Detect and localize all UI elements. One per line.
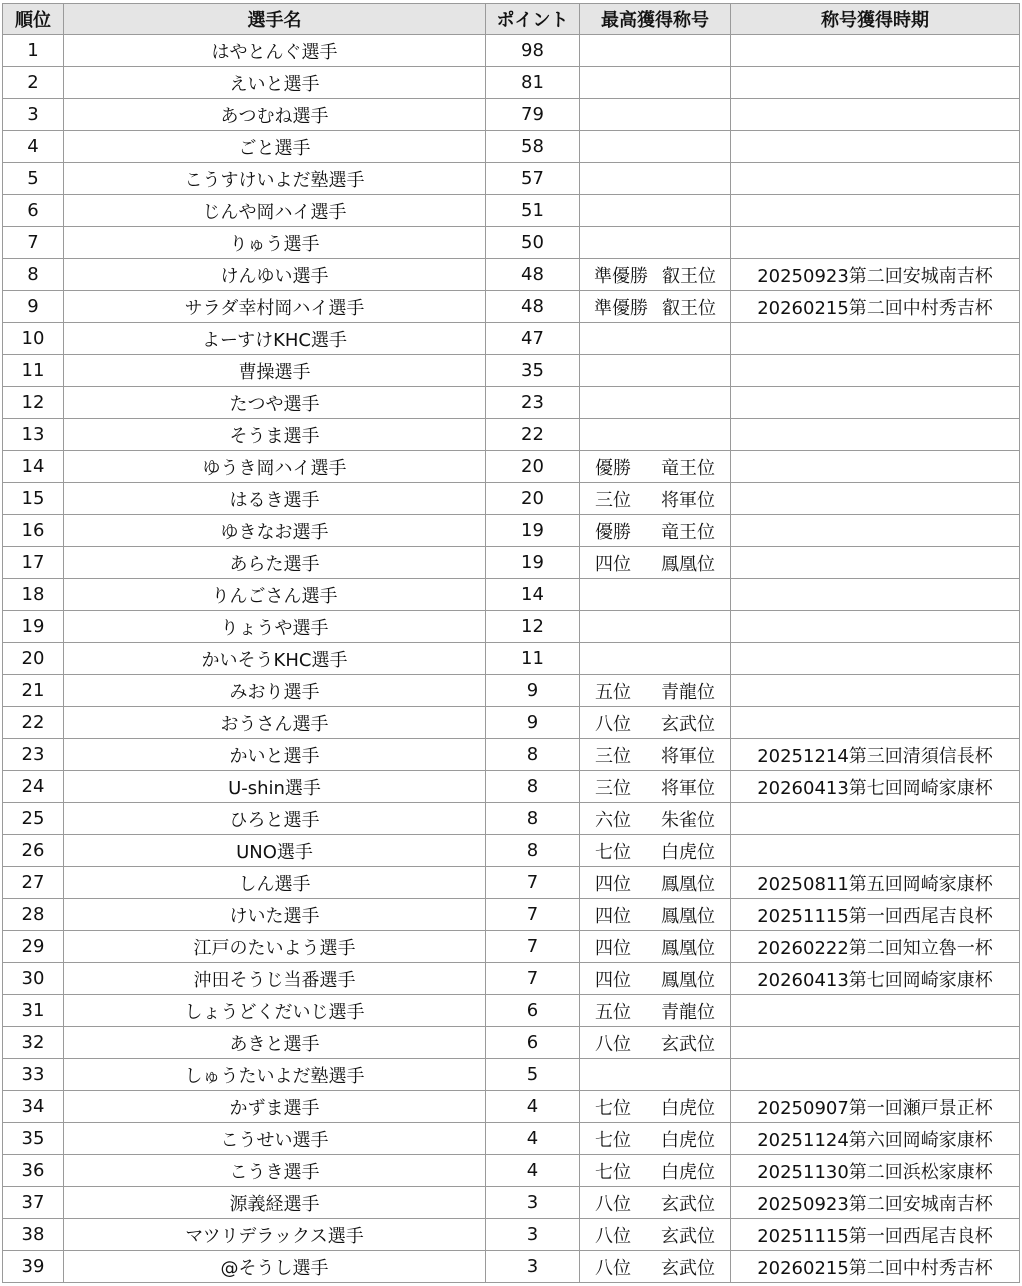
title-text: 鳳凰位 [661, 969, 715, 991]
placement-text: 四位 [595, 905, 631, 927]
date-cell: 20250811第五回岡崎家康杯 [731, 867, 1020, 899]
title-cell [580, 803, 731, 835]
name-cell: @そうし選手 [64, 1251, 486, 1283]
table-row [3, 835, 1020, 867]
title-cell [580, 291, 731, 323]
name-cell: かずま選手 [64, 1091, 486, 1123]
name-cell: 江戸のたいよう選手 [64, 931, 486, 963]
title-text: 青龍位 [661, 1001, 715, 1023]
name-cell: しょうどくだいじ選手 [64, 995, 486, 1027]
points-cell: 81 [486, 67, 580, 99]
table-row [3, 1059, 1020, 1091]
rank-cell: 29 [3, 931, 64, 963]
points-cell: 20 [486, 483, 580, 515]
title-cell [580, 579, 731, 611]
placement-text: 八位 [595, 1033, 631, 1055]
ranking-table [2, 3, 1020, 1283]
title-cell [580, 163, 731, 195]
placement-text: 六位 [595, 809, 631, 831]
rank-cell: 13 [3, 419, 64, 451]
placement-text: 四位 [595, 937, 631, 959]
name-cell: サラダ幸村岡ハイ選手 [64, 291, 486, 323]
rank-cell: 12 [3, 387, 64, 419]
title-cell [580, 995, 731, 1027]
rank-cell: 36 [3, 1155, 64, 1187]
title-cell [580, 195, 731, 227]
date-cell [731, 803, 1020, 835]
title-text: 玄武位 [661, 1225, 715, 1247]
name-cell: じんや岡ハイ選手 [64, 195, 486, 227]
placement-text: 準優勝 [594, 265, 648, 287]
name-cell: りゅう選手 [64, 227, 486, 259]
rank-cell: 38 [3, 1219, 64, 1251]
table-row [3, 35, 1020, 67]
table-row [3, 1027, 1020, 1059]
title-cell [580, 835, 731, 867]
table-row [3, 611, 1020, 643]
title-cell [580, 739, 731, 771]
title-cell [580, 1091, 731, 1123]
points-cell: 57 [486, 163, 580, 195]
title-cell [580, 867, 731, 899]
date-cell [731, 419, 1020, 451]
title-cell [580, 419, 731, 451]
rank-cell: 11 [3, 355, 64, 387]
table-row [3, 291, 1020, 323]
name-cell: おうさん選手 [64, 707, 486, 739]
date-cell [731, 835, 1020, 867]
rank-cell: 24 [3, 771, 64, 803]
table-body [3, 35, 1020, 1283]
table-row [3, 675, 1020, 707]
rank-cell: 4 [3, 131, 64, 163]
rank-cell: 28 [3, 899, 64, 931]
name-cell: はるき選手 [64, 483, 486, 515]
name-cell: しん選手 [64, 867, 486, 899]
name-cell: ゆうき岡ハイ選手 [64, 451, 486, 483]
date-cell [731, 1059, 1020, 1091]
table-row [3, 355, 1020, 387]
points-cell: 8 [486, 739, 580, 771]
name-cell: あきと選手 [64, 1027, 486, 1059]
date-cell: 20251130第二回浜松家康杯 [731, 1155, 1020, 1187]
name-cell: 沖田そうじ当番選手 [64, 963, 486, 995]
rank-cell: 33 [3, 1059, 64, 1091]
table-row [3, 547, 1020, 579]
points-cell: 7 [486, 867, 580, 899]
table-row [3, 259, 1020, 291]
points-cell: 11 [486, 643, 580, 675]
points-cell: 5 [486, 1059, 580, 1091]
name-cell: みおり選手 [64, 675, 486, 707]
rank-cell: 39 [3, 1251, 64, 1283]
title-text: 竜王位 [661, 521, 715, 543]
placement-text: 三位 [595, 777, 631, 799]
points-cell: 3 [486, 1187, 580, 1219]
table-row [3, 227, 1020, 259]
placement-text: 八位 [595, 713, 631, 735]
table-row [3, 995, 1020, 1027]
table-row [3, 163, 1020, 195]
title-cell [580, 931, 731, 963]
name-cell: あらた選手 [64, 547, 486, 579]
rank-cell: 30 [3, 963, 64, 995]
table-row [3, 483, 1020, 515]
points-cell: 47 [486, 323, 580, 355]
header-title-date: 称号獲得時期 [731, 4, 1020, 35]
name-cell: りょうや選手 [64, 611, 486, 643]
name-cell: たつや選手 [64, 387, 486, 419]
placement-text: 八位 [595, 1193, 631, 1215]
title-text: 白虎位 [661, 1161, 715, 1183]
date-cell [731, 547, 1020, 579]
date-cell: 20251115第一回西尾吉良杯 [731, 1219, 1020, 1251]
name-cell: U-shin選手 [64, 771, 486, 803]
title-cell [580, 1251, 731, 1283]
date-cell [731, 355, 1020, 387]
table-row [3, 771, 1020, 803]
points-cell: 14 [486, 579, 580, 611]
title-cell [580, 1027, 731, 1059]
title-cell [580, 1155, 731, 1187]
placement-text: 三位 [595, 745, 631, 767]
date-cell: 20260215第二回中村秀吉杯 [731, 1251, 1020, 1283]
table-row [3, 1187, 1020, 1219]
title-text: 鳳凰位 [661, 905, 715, 927]
date-cell [731, 99, 1020, 131]
date-cell [731, 995, 1020, 1027]
rank-cell: 10 [3, 323, 64, 355]
table-row [3, 643, 1020, 675]
rank-cell: 18 [3, 579, 64, 611]
placement-text: 五位 [595, 681, 631, 703]
rank-cell: 14 [3, 451, 64, 483]
title-cell [580, 99, 731, 131]
table-row [3, 899, 1020, 931]
title-cell [580, 1219, 731, 1251]
rank-cell: 22 [3, 707, 64, 739]
date-cell: 20260222第二回知立魯一杯 [731, 931, 1020, 963]
rank-cell: 1 [3, 35, 64, 67]
date-cell [731, 1027, 1020, 1059]
date-cell [731, 483, 1020, 515]
points-cell: 7 [486, 963, 580, 995]
date-cell [731, 323, 1020, 355]
points-cell: 48 [486, 259, 580, 291]
table-row [3, 419, 1020, 451]
points-cell: 8 [486, 835, 580, 867]
date-cell: 20250923第二回安城南吉杯 [731, 259, 1020, 291]
table-row [3, 931, 1020, 963]
rank-cell: 37 [3, 1187, 64, 1219]
title-text: 叡王位 [662, 265, 716, 287]
name-cell: けいた選手 [64, 899, 486, 931]
title-text: 将軍位 [661, 489, 715, 511]
table-row [3, 707, 1020, 739]
date-cell: 20250907第一回瀬戸景正杯 [731, 1091, 1020, 1123]
title-text: 叡王位 [662, 297, 716, 319]
name-cell: 源義経選手 [64, 1187, 486, 1219]
date-cell [731, 707, 1020, 739]
date-cell [731, 131, 1020, 163]
table-row [3, 1155, 1020, 1187]
points-cell: 79 [486, 99, 580, 131]
title-cell [580, 675, 731, 707]
name-cell: ゆきなお選手 [64, 515, 486, 547]
title-cell [580, 771, 731, 803]
rank-cell: 3 [3, 99, 64, 131]
rank-cell: 8 [3, 259, 64, 291]
rank-cell: 20 [3, 643, 64, 675]
name-cell: そうま選手 [64, 419, 486, 451]
table-row [3, 803, 1020, 835]
title-cell [580, 355, 731, 387]
header-points: ポイント [486, 4, 580, 35]
points-cell: 22 [486, 419, 580, 451]
date-cell: 20260413第七回岡崎家康杯 [731, 963, 1020, 995]
date-cell: 20250923第二回安城南吉杯 [731, 1187, 1020, 1219]
placement-text: 三位 [595, 489, 631, 511]
points-cell: 3 [486, 1251, 580, 1283]
date-cell [731, 387, 1020, 419]
placement-text: 優勝 [595, 457, 631, 479]
points-cell: 20 [486, 451, 580, 483]
rank-cell: 21 [3, 675, 64, 707]
name-cell: こうせい選手 [64, 1123, 486, 1155]
table-row [3, 387, 1020, 419]
rank-cell: 9 [3, 291, 64, 323]
title-cell [580, 899, 731, 931]
table-row [3, 1251, 1020, 1283]
title-cell [580, 483, 731, 515]
points-cell: 4 [486, 1091, 580, 1123]
rank-cell: 27 [3, 867, 64, 899]
rank-cell: 35 [3, 1123, 64, 1155]
placement-text: 七位 [595, 1097, 631, 1119]
table-row [3, 1091, 1020, 1123]
points-cell: 3 [486, 1219, 580, 1251]
points-cell: 51 [486, 195, 580, 227]
title-cell [580, 131, 731, 163]
title-text: 鳳凰位 [661, 937, 715, 959]
date-cell [731, 227, 1020, 259]
title-text: 玄武位 [661, 1257, 715, 1279]
table-row [3, 963, 1020, 995]
table-row [3, 131, 1020, 163]
points-cell: 4 [486, 1155, 580, 1187]
name-cell: ひろと選手 [64, 803, 486, 835]
title-cell [580, 515, 731, 547]
name-cell: かいと選手 [64, 739, 486, 771]
points-cell: 48 [486, 291, 580, 323]
name-cell: しゅうたいよだ塾選手 [64, 1059, 486, 1091]
placement-text: 七位 [595, 841, 631, 863]
name-cell: 曹操選手 [64, 355, 486, 387]
placement-text: 七位 [595, 1161, 631, 1183]
title-cell [580, 227, 731, 259]
placement-text: 五位 [595, 1001, 631, 1023]
title-cell [580, 387, 731, 419]
rank-cell: 2 [3, 67, 64, 99]
title-cell [580, 707, 731, 739]
points-cell: 9 [486, 707, 580, 739]
placement-text: 四位 [595, 969, 631, 991]
date-cell [731, 195, 1020, 227]
title-cell [580, 643, 731, 675]
rank-cell: 31 [3, 995, 64, 1027]
date-cell [731, 579, 1020, 611]
name-cell: あつむね選手 [64, 99, 486, 131]
placement-text: 準優勝 [594, 297, 648, 319]
name-cell: はやとんぐ選手 [64, 35, 486, 67]
points-cell: 8 [486, 803, 580, 835]
title-text: 白虎位 [661, 1129, 715, 1151]
date-cell [731, 35, 1020, 67]
header-row [3, 4, 1020, 35]
table-row [3, 867, 1020, 899]
title-cell [580, 35, 731, 67]
rank-cell: 6 [3, 195, 64, 227]
table-row [3, 323, 1020, 355]
date-cell [731, 675, 1020, 707]
rank-cell: 5 [3, 163, 64, 195]
name-cell: かいそうKHC選手 [64, 643, 486, 675]
name-cell: こうき選手 [64, 1155, 486, 1187]
rank-cell: 17 [3, 547, 64, 579]
date-cell: 20251124第六回岡崎家康杯 [731, 1123, 1020, 1155]
rank-cell: 7 [3, 227, 64, 259]
title-text: 玄武位 [661, 713, 715, 735]
name-cell: えいと選手 [64, 67, 486, 99]
name-cell: マツリデラックス選手 [64, 1219, 486, 1251]
title-text: 玄武位 [661, 1033, 715, 1055]
placement-text: 四位 [595, 553, 631, 575]
header-name: 選手名 [64, 4, 486, 35]
table-row [3, 1123, 1020, 1155]
points-cell: 12 [486, 611, 580, 643]
date-cell: 20251214第三回清須信長杯 [731, 739, 1020, 771]
table-row [3, 739, 1020, 771]
date-cell [731, 643, 1020, 675]
title-text: 鳳凰位 [661, 553, 715, 575]
rank-cell: 32 [3, 1027, 64, 1059]
date-cell [731, 515, 1020, 547]
points-cell: 50 [486, 227, 580, 259]
title-text: 白虎位 [661, 841, 715, 863]
points-cell: 19 [486, 547, 580, 579]
header-best-title: 最高獲得称号 [580, 4, 731, 35]
title-text: 将軍位 [661, 777, 715, 799]
placement-text: 八位 [595, 1257, 631, 1279]
name-cell: りんごさん選手 [64, 579, 486, 611]
date-cell: 20260215第二回中村秀吉杯 [731, 291, 1020, 323]
title-cell [580, 963, 731, 995]
title-cell [580, 547, 731, 579]
title-cell [580, 1059, 731, 1091]
placement-text: 優勝 [595, 521, 631, 543]
title-text: 玄武位 [661, 1193, 715, 1215]
header-rank: 順位 [3, 4, 64, 35]
title-text: 竜王位 [661, 457, 715, 479]
points-cell: 7 [486, 899, 580, 931]
placement-text: 四位 [595, 873, 631, 895]
rank-cell: 16 [3, 515, 64, 547]
table-row [3, 579, 1020, 611]
points-cell: 19 [486, 515, 580, 547]
points-cell: 35 [486, 355, 580, 387]
title-text: 朱雀位 [661, 809, 715, 831]
points-cell: 98 [486, 35, 580, 67]
points-cell: 8 [486, 771, 580, 803]
title-text: 青龍位 [661, 681, 715, 703]
date-cell: 20251115第一回西尾吉良杯 [731, 899, 1020, 931]
date-cell [731, 611, 1020, 643]
title-cell [580, 1123, 731, 1155]
placement-text: 七位 [595, 1129, 631, 1151]
rank-cell: 15 [3, 483, 64, 515]
date-cell [731, 451, 1020, 483]
title-cell [580, 323, 731, 355]
points-cell: 9 [486, 675, 580, 707]
points-cell: 6 [486, 1027, 580, 1059]
name-cell: けんゆい選手 [64, 259, 486, 291]
title-cell [580, 611, 731, 643]
rank-cell: 23 [3, 739, 64, 771]
rank-cell: 19 [3, 611, 64, 643]
name-cell: ごと選手 [64, 131, 486, 163]
points-cell: 23 [486, 387, 580, 419]
table-row [3, 515, 1020, 547]
points-cell: 6 [486, 995, 580, 1027]
date-cell: 20260413第七回岡崎家康杯 [731, 771, 1020, 803]
name-cell: UNO選手 [64, 835, 486, 867]
rank-cell: 26 [3, 835, 64, 867]
title-cell [580, 67, 731, 99]
rank-cell: 34 [3, 1091, 64, 1123]
date-cell [731, 67, 1020, 99]
title-cell [580, 259, 731, 291]
points-cell: 4 [486, 1123, 580, 1155]
rank-cell: 25 [3, 803, 64, 835]
table-row [3, 1219, 1020, 1251]
title-text: 白虎位 [661, 1097, 715, 1119]
name-cell: よーすけKHC選手 [64, 323, 486, 355]
name-cell: こうすけいよだ塾選手 [64, 163, 486, 195]
table-row [3, 451, 1020, 483]
title-cell [580, 1187, 731, 1219]
table-row [3, 195, 1020, 227]
points-cell: 7 [486, 931, 580, 963]
title-text: 鳳凰位 [661, 873, 715, 895]
placement-text: 八位 [595, 1225, 631, 1247]
date-cell [731, 163, 1020, 195]
title-text: 将軍位 [661, 745, 715, 767]
title-cell [580, 451, 731, 483]
table-row [3, 67, 1020, 99]
points-cell: 58 [486, 131, 580, 163]
table-row [3, 99, 1020, 131]
